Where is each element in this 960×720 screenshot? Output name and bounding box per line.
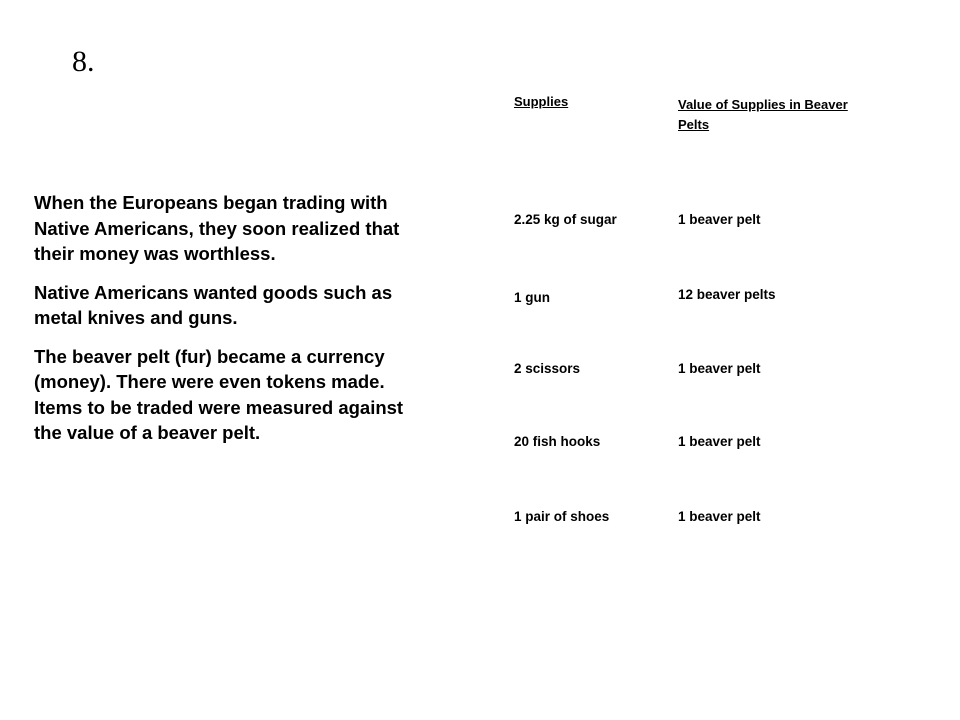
supplies-header: Supplies bbox=[514, 94, 569, 109]
supply-value: 1 beaver pelt bbox=[678, 434, 761, 449]
supply-item: 2.25 kg of sugar bbox=[514, 212, 617, 227]
supply-value: 1 beaver pelt bbox=[678, 509, 761, 524]
body-text bbox=[34, 190, 434, 459]
value-header: Value of Supplies in Beaver Pelts bbox=[678, 97, 848, 132]
supply-item: 1 pair of shoes bbox=[514, 509, 610, 524]
supply-value: 1 beaver pelt bbox=[678, 361, 761, 376]
slide-number: 8. bbox=[72, 45, 95, 78]
paragraph-currency: The beaver pelt (fur) became a currency (money). There were even tokens made. Items to be traded were measured against the value of a beaver pelt. bbox=[34, 345, 404, 443]
supply-item: 20 fish hooks bbox=[514, 434, 601, 449]
supply-item: 2 scissors bbox=[514, 361, 581, 376]
supply-item: 1 gun bbox=[514, 290, 550, 305]
paragraph-intro: When the Europeans began trading with Native Americans, they soon realized that their money was worthless. bbox=[34, 192, 400, 264]
paragraph-goods: Native Americans wanted goods such as metal knives and guns. bbox=[34, 281, 393, 328]
supply-value: 1 beaver pelt bbox=[678, 212, 761, 227]
supply-value: 12 beaver pelts bbox=[678, 287, 776, 302]
